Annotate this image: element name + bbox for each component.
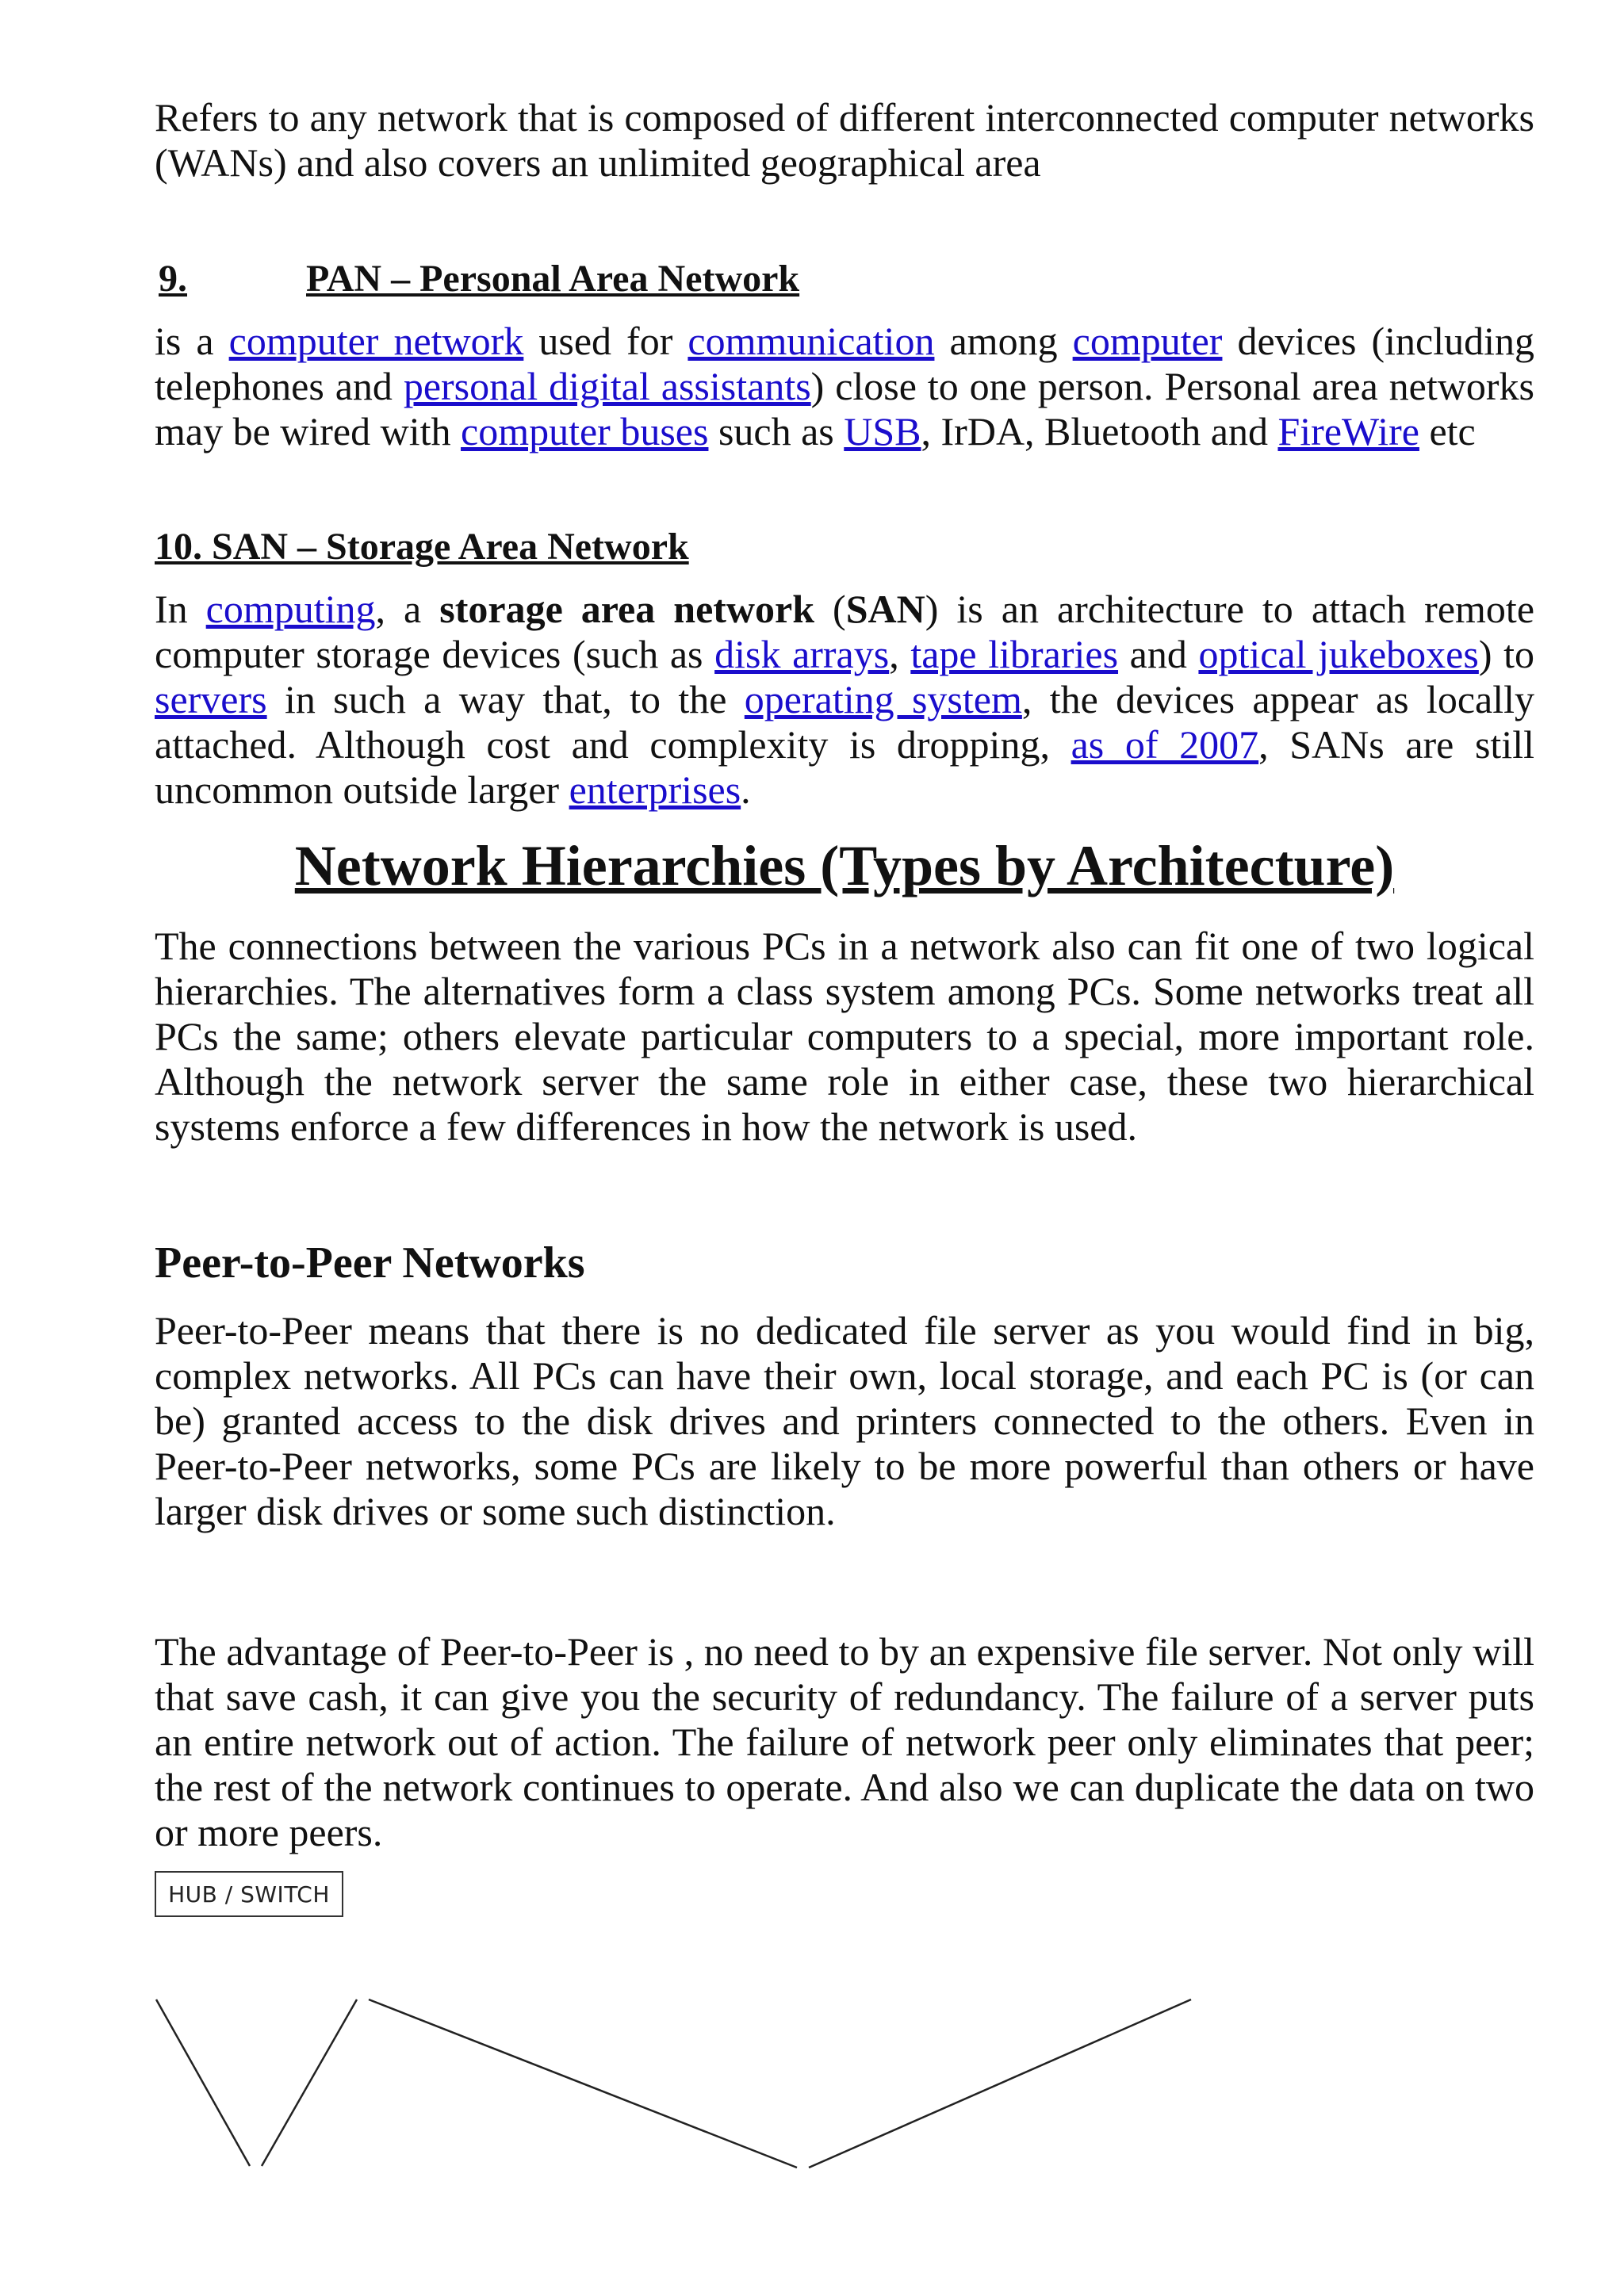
link-usb[interactable]: USB xyxy=(844,409,921,453)
pan-number: 9. xyxy=(159,258,187,300)
link-communication[interactable]: communication xyxy=(688,319,935,363)
connection-line xyxy=(262,1999,357,2166)
link-operating-system[interactable]: operating system xyxy=(744,677,1022,721)
san-text-10: , SANs are still uncommon outside larger xyxy=(155,722,1534,812)
pan-text-3: among xyxy=(934,319,1073,363)
pan-text-5: ) close to one person. Personal area networks may be wired with xyxy=(155,364,1534,453)
pan-text-6: such as xyxy=(708,409,845,453)
connection-line xyxy=(156,1999,250,2166)
link-tape-libraries[interactable]: tape libraries xyxy=(910,632,1119,676)
link-computing[interactable]: computing xyxy=(205,587,376,631)
hierarchies-title: Network Hierarchies (Types by Architecture) xyxy=(294,834,1395,897)
link-computer-buses[interactable]: computer buses xyxy=(461,409,709,453)
link-as-of-2007[interactable]: as of 2007 xyxy=(1071,722,1259,767)
link-firewire[interactable]: FireWire xyxy=(1277,409,1419,453)
pan-text-4: devices (including telephones and xyxy=(155,319,1534,408)
link-servers[interactable]: servers xyxy=(155,677,267,721)
link-disk-arrays[interactable]: disk arrays xyxy=(714,632,890,676)
pan-text-1: is a xyxy=(155,319,229,363)
san-text-9: , the devices appear as locally attached. Although cost and complexity is dropping, xyxy=(155,677,1534,767)
san-text-1: In xyxy=(155,587,206,631)
link-optical-jukeboxes[interactable]: optical jukeboxes xyxy=(1198,632,1479,676)
link-enterprises[interactable]: enterprises xyxy=(569,767,741,812)
san-text-11: . xyxy=(741,767,751,812)
p2p-paragraph-1: Peer-to-Peer means that there is no dedicated file server as you would find in big, complex networks. All PCs can have their own, local storage, and each PC is (or can be) granted access to the disk drives and printers connected to the others. Even in Peer-to-Peer networks, some PCs are likely to be more powerful than others or have larger disk drives or some such distinction. xyxy=(155,1308,1534,1533)
pan-text-2: used for xyxy=(523,319,688,363)
hub-switch-label: HUB / SWITCH xyxy=(168,1881,330,1908)
san-text-7: ) to xyxy=(1478,632,1534,676)
san-heading: 10. SAN – Storage Area Network xyxy=(155,526,689,568)
pan-text-7: , IrDA, Bluetooth and xyxy=(921,409,1278,453)
san-text-5: , xyxy=(889,632,911,676)
hierarchies-paragraph: The connections between the various PCs in a network also can fit one of two logical hierarchies. The alternatives form a class system among PCs. Some networks treat all PCs the same; others elevate particular computers to a special, more important role. Although the network server the same role in either case, these two hierarchical systems enforce a few differences in how the network is used. xyxy=(155,924,1534,1149)
connection-line xyxy=(809,1999,1191,2168)
p2p-title: Peer-to-Peer Networks xyxy=(155,1238,585,1288)
san-text-8: in such a way that, to the xyxy=(266,677,745,721)
san-bold-name: storage area network xyxy=(439,587,815,631)
san-text-6: and xyxy=(1118,632,1199,676)
pan-text-8: etc xyxy=(1419,409,1476,453)
link-personal-digital-assistants[interactable]: personal digital assistants xyxy=(403,364,811,408)
san-text-2: , a xyxy=(375,587,440,631)
connection-line xyxy=(369,1999,797,2168)
pan-title: PAN – Personal Area Network xyxy=(306,258,800,300)
san-bold-abbr: SAN xyxy=(845,587,925,631)
san-text-3: ( xyxy=(814,587,846,631)
p2p-paragraph-2: The advantage of Peer-to-Peer is , no need to by an expensive file server. Not only will that save cash, it can give you the security of redundancy. The failure of a server puts an entire network out of action. The failure of network peer only eliminates that peer; the rest of the network continues to operate. And also we can duplicate the data on two or more peers. xyxy=(155,1629,1534,1854)
link-computer[interactable]: computer xyxy=(1072,319,1223,363)
san-text-4: ) is an architecture to attach remote computer storage devices (such as xyxy=(155,587,1535,676)
intro-paragraph: Refers to any network that is composed of different interconnected computer networks (WANs) and also covers an unlimited geographical area xyxy=(155,95,1534,185)
link-computer-network[interactable]: computer network xyxy=(228,319,524,363)
